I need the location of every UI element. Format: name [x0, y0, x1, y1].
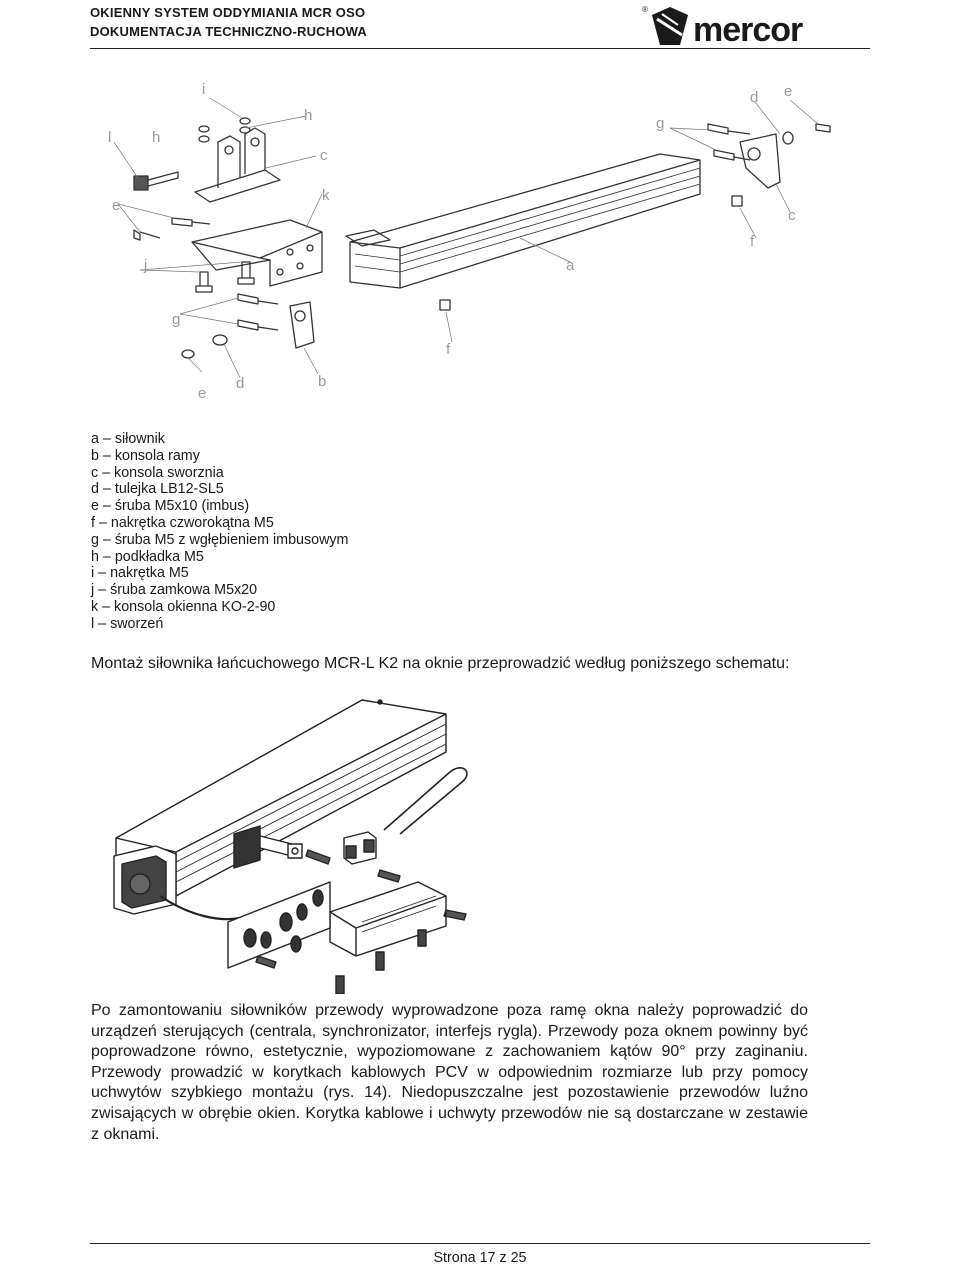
- fig-label-h: h: [152, 129, 161, 146]
- legend-item-c: c – konsola sworznia: [91, 464, 224, 481]
- legend-item-a: a – siłownik: [91, 431, 165, 447]
- legend-item-j: j – śruba zamkowa M5x20: [91, 582, 258, 599]
- fig-label-g2: g: [656, 115, 665, 132]
- header-title-line2: DOKUMENTACJA TECHNICZNO-RUCHOWA: [90, 24, 368, 39]
- legend-item-g: g – śruba M5 z wgłębieniem imbusowym: [91, 531, 349, 548]
- footer-divider: [90, 1243, 870, 1244]
- fig-label-i: i: [202, 81, 206, 98]
- fig-label-b: b: [318, 373, 327, 390]
- exploded-assembly-drawing: [100, 72, 860, 410]
- svg-text:®: ®: [642, 5, 648, 14]
- fig-label-l: l: [108, 129, 112, 146]
- fig-label-c: c: [320, 147, 328, 164]
- fig-label-c2: c: [788, 207, 796, 224]
- fig-label-a: a: [566, 257, 575, 274]
- actuator-mounting-drawing: [100, 686, 520, 994]
- fig-label-e: e: [112, 197, 121, 214]
- fig-label-f: f: [446, 341, 451, 358]
- fig-label-g: g: [172, 311, 181, 328]
- page-number: Strona 17 z 25: [433, 1250, 527, 1266]
- legend-item-b: b – konsola ramy: [91, 447, 200, 464]
- fig-label-d: d: [236, 375, 245, 392]
- legend-item-d: d – tulejka LB12-SL5: [91, 481, 224, 498]
- header-title-line1: OKIENNY SYSTEM ODDYMIANIA MCR OSO: [90, 5, 366, 20]
- legend-item-k: k – konsola okienna KO-2-90: [91, 598, 276, 615]
- fig-label-e3: e: [784, 83, 793, 100]
- legend-item-l: l – sworzeń: [91, 615, 164, 632]
- legend-item-e: e – śruba M5x10 (imbus): [91, 498, 250, 515]
- fig-label-j: j: [144, 257, 148, 274]
- fig-label-f2: f: [750, 233, 755, 250]
- cable-routing-paragraph: Po zamontowaniu siłowników przewody wyprowadzone poza ramę okna należy poprowadzić do urządzeń sterujących (centrala, synchronizator, interfejs rygla). Przewody poza oknem powinny być poprowadzone równo, estetycznie, wypoziomowane z zachowaniem kątów 90° przy zaginaniu. Przewody prowadzić w korytkach kablowych PCV w odpowiednim rozmiarze lub przy pomocy uchwytów szybkiego montażu (rys. 14). Niedopuszczalne jest pozostawienie przewodów luźno zwisających w obrębie okien. Korytka kablowe i uchwyty przewodów nie są dostarczane w zestawie z oknami.: [91, 1002, 808, 1143]
- fig-label-e2: e: [198, 385, 207, 402]
- fig-label-k: k: [322, 187, 330, 204]
- fig-label-d2: d: [750, 89, 759, 106]
- page-header: [90, 3, 870, 49]
- mercor-logo: [636, 3, 826, 47]
- logo-wordmark: mercor: [693, 11, 803, 47]
- legend-item-h: h – podkładka M5: [91, 548, 204, 565]
- intro-paragraph: Montaż siłownika łańcuchowego MCR-L K2 na oknie przeprowadzić według poniższego schematu:: [91, 655, 790, 672]
- mercor-logo-mark: [636, 3, 826, 47]
- header-divider: [90, 48, 870, 49]
- parts-legend: [91, 431, 691, 633]
- legend-item-f: f – nakrętka czworokątna M5: [91, 514, 274, 531]
- fig-label-h2: h: [304, 107, 313, 124]
- legend-item-i: i – nakrętka M5: [91, 565, 189, 582]
